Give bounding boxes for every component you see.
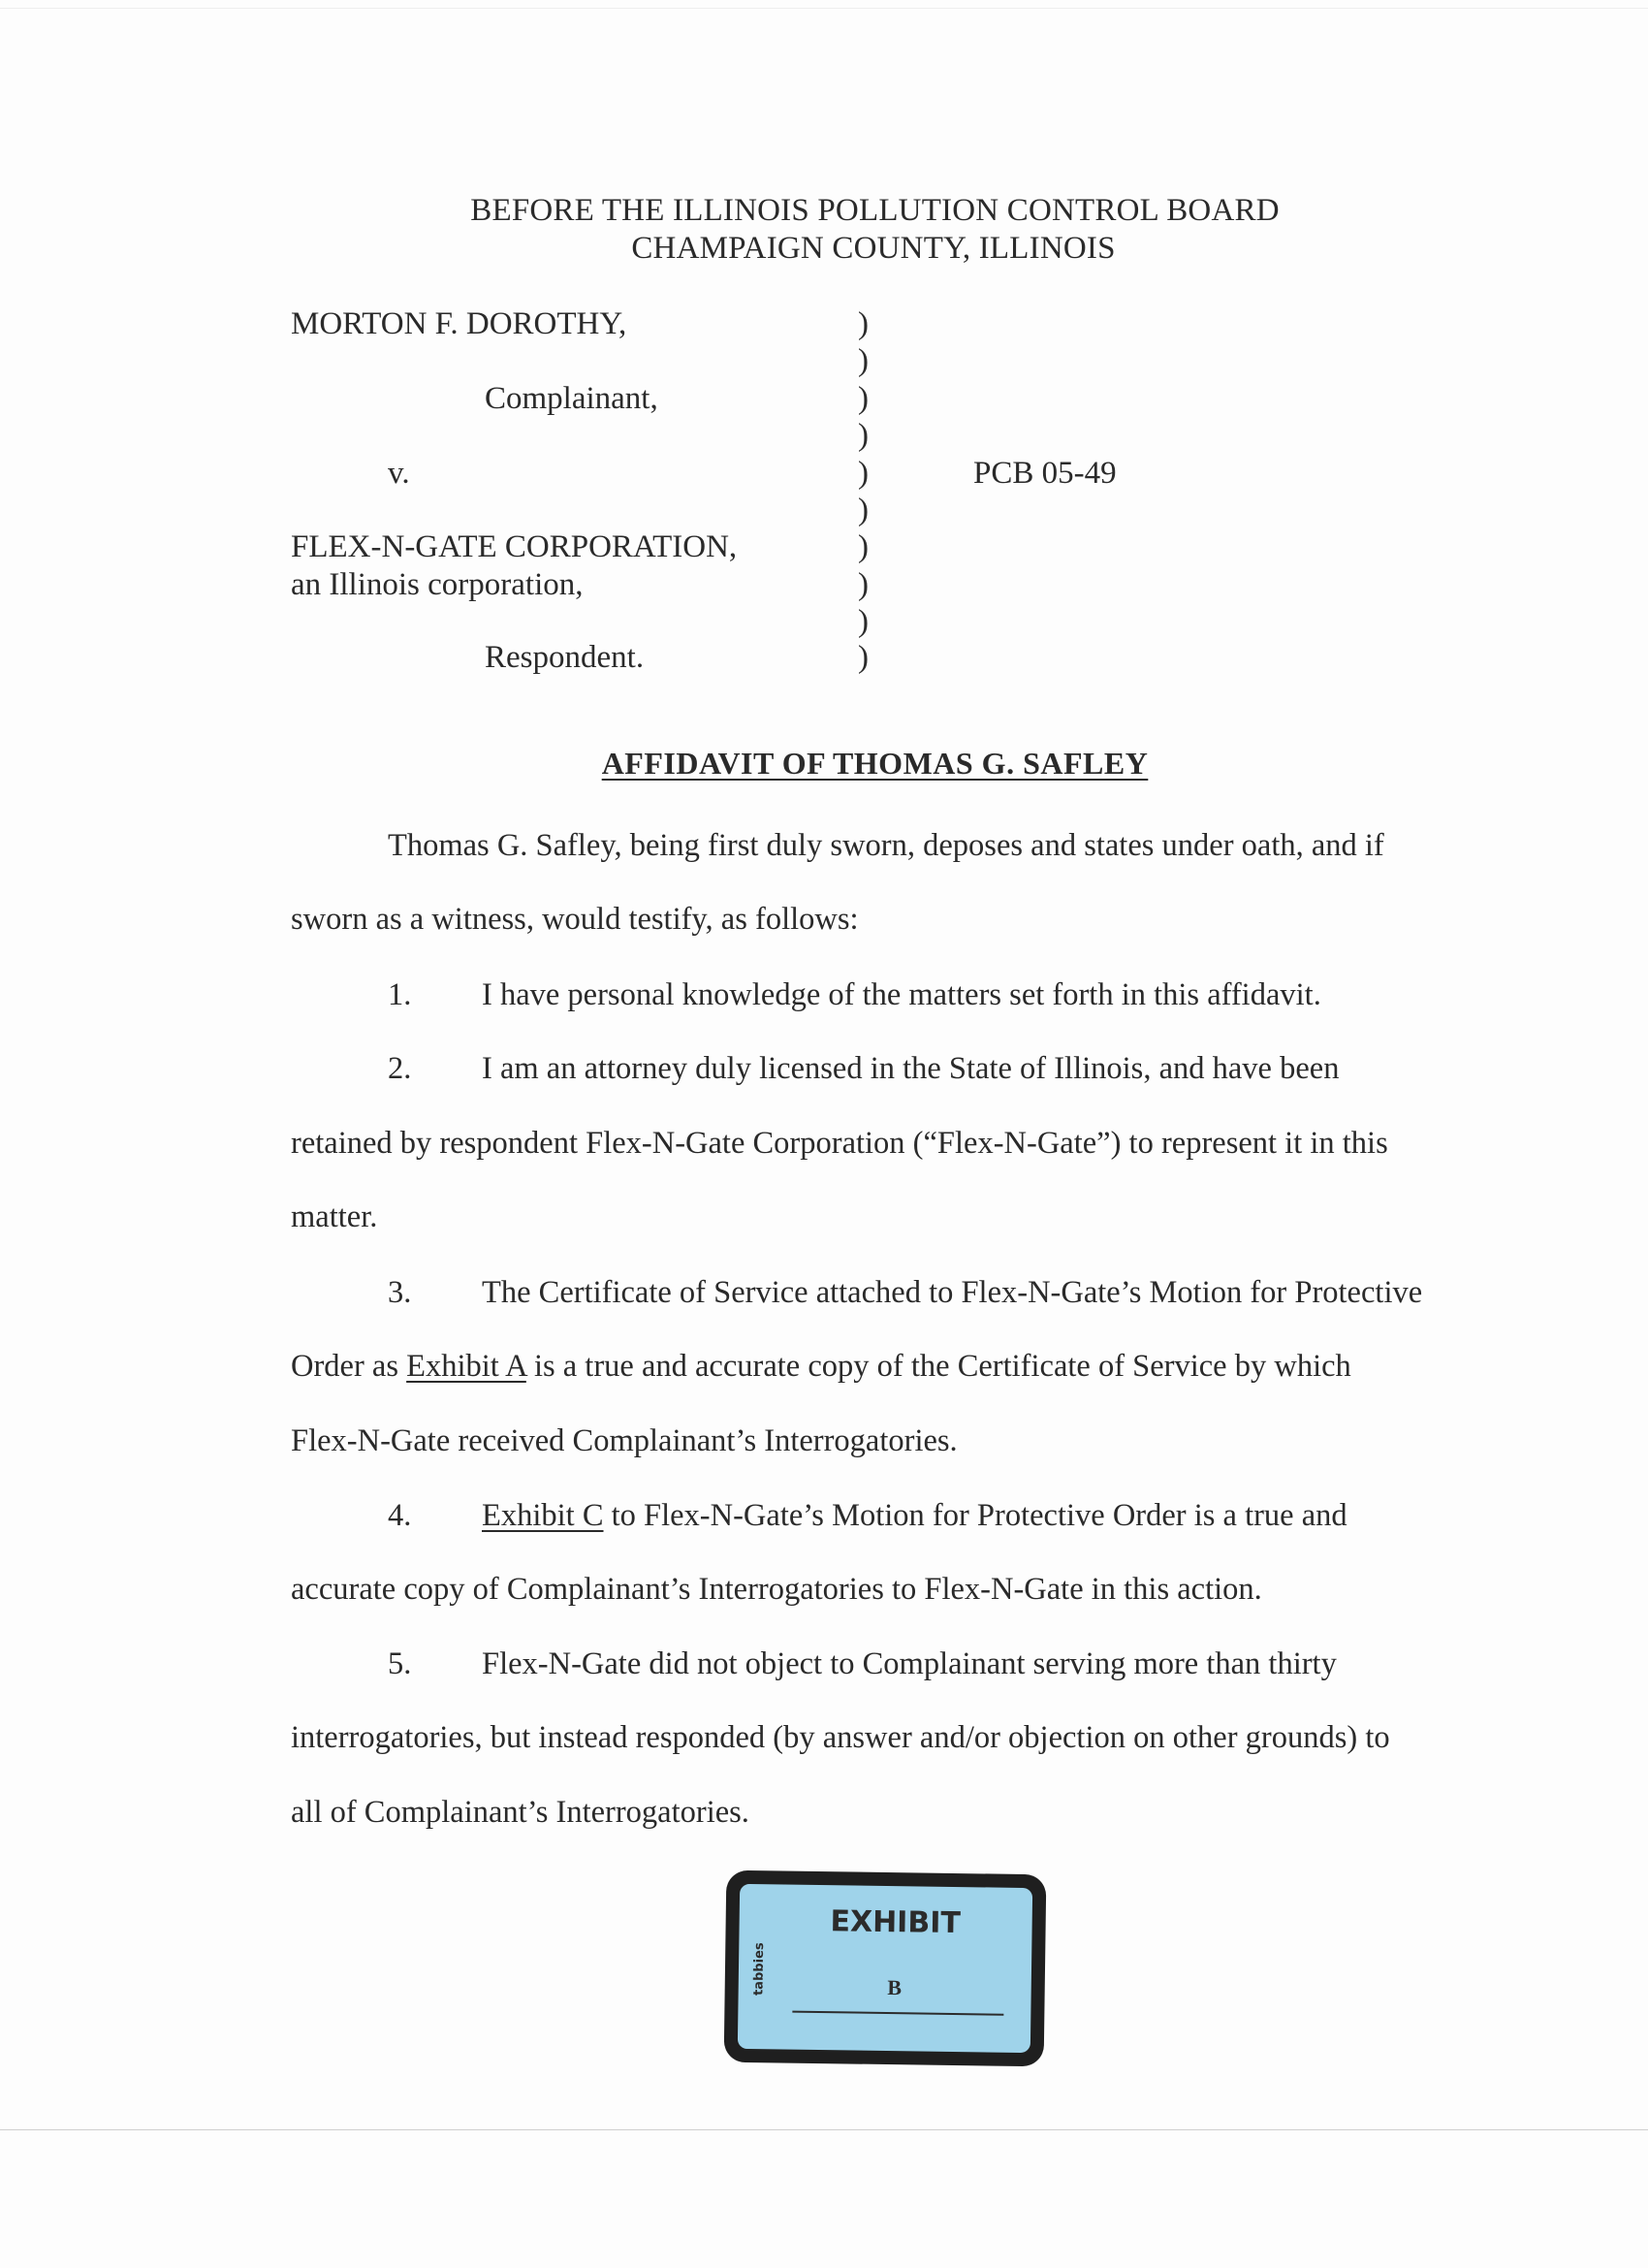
respondent-name: FLEX-N-GATE CORPORATION,: [291, 529, 738, 564]
paragraph-2-line-2: retained by respondent Flex-N-Gate Corporation (“Flex-N-Gate”) to represent it in this: [291, 1126, 1388, 1161]
paragraph-1-line-1: I have personal knowledge of the matters set forth in this affidavit.: [482, 977, 1321, 1012]
exhibit-sticker-title: EXHIBIT: [830, 1904, 962, 1941]
respondent-role: Respondent.: [485, 640, 645, 675]
exhibit-sticker-label: [738, 1884, 1032, 2053]
affidavit-title-text: AFFIDAVIT OF THOMAS G. SAFLEY: [601, 746, 1149, 781]
caption-paren: ): [858, 306, 869, 341]
scan-edge-top: [0, 8, 1648, 9]
exhibit-sticker-letter: B: [887, 1975, 903, 2000]
paragraph-3-line-3: Flex-N-Gate received Complainant’s Interrogatories.: [291, 1423, 958, 1458]
case-number: PCB 05-49: [973, 456, 1117, 491]
heading-line-1: BEFORE THE ILLINOIS POLLUTION CONTROL BOARD: [470, 193, 1280, 228]
paragraph-number: 2.: [388, 1051, 412, 1086]
paragraph-4-line-1-post: to Flex-N-Gate’s Motion for Protective Order is a true and: [603, 1498, 1347, 1533]
caption-paren: ): [858, 343, 869, 378]
exhibit-a-reference: Exhibit A: [406, 1349, 526, 1384]
complainant-name: MORTON F. DOROTHY,: [291, 306, 627, 341]
caption-paren: ): [858, 529, 869, 564]
exhibit-sticker-underline: [792, 2011, 1003, 2016]
court-heading: [0, 192, 1648, 268]
affidavit-title: [0, 745, 1648, 783]
versus-label: v.: [388, 456, 410, 491]
caption-paren: ): [858, 381, 869, 416]
paragraph-number: 1.: [388, 977, 412, 1012]
intro-line-2: sworn as a witness, would testify, as follows:: [291, 902, 859, 937]
paragraph-4-line-1: [482, 1497, 1347, 1535]
caption-paren: ): [858, 493, 869, 527]
paragraph-3-line-2-post: is a true and accurate copy of the Certificate of Service by which: [525, 1349, 1351, 1384]
paragraph-3-line-1: The Certificate of Service attached to Flex-N-Gate’s Motion for Protective: [482, 1275, 1423, 1310]
exhibit-sticker-brand: tabbies: [751, 1942, 768, 1996]
paragraph-5-line-2: interrogatories, but instead responded (by answer and/or objection on other grounds) to: [291, 1720, 1390, 1755]
paragraph-number: 5.: [388, 1646, 412, 1681]
exhibit-sticker: [724, 1870, 1047, 2067]
caption-paren: ): [858, 418, 869, 453]
paragraph-3-line-2: [291, 1348, 1351, 1386]
caption-paren: ): [858, 567, 869, 602]
paragraph-4-line-2: accurate copy of Complainant’s Interrogatories to Flex-N-Gate in this action.: [291, 1572, 1262, 1607]
caption-paren: ): [858, 604, 869, 639]
heading-line-2: CHAMPAIGN COUNTY, ILLINOIS: [631, 231, 1116, 266]
intro-line-1: Thomas G. Safley, being first duly sworn, deposes and states under oath, and if: [388, 828, 1384, 863]
respondent-description: an Illinois corporation,: [291, 567, 584, 602]
exhibit-c-reference: Exhibit C: [482, 1498, 604, 1533]
paragraph-3-line-2-pre: Order as: [291, 1349, 407, 1384]
paragraph-2-line-3: matter.: [291, 1199, 378, 1234]
paragraph-number: 3.: [388, 1275, 412, 1310]
paragraph-number: 4.: [388, 1498, 412, 1533]
paragraph-5-line-1: Flex-N-Gate did not object to Complainant serving more than thirty: [482, 1646, 1337, 1681]
complainant-role: Complainant,: [485, 381, 658, 416]
scan-edge-bottom: [0, 2129, 1648, 2130]
caption-paren: ): [858, 640, 869, 675]
paragraph-2-line-1: I am an attorney duly licensed in the State of Illinois, and have been: [482, 1051, 1340, 1086]
paragraph-5-line-3: all of Complainant’s Interrogatories.: [291, 1795, 749, 1830]
caption-paren: ): [858, 456, 869, 491]
